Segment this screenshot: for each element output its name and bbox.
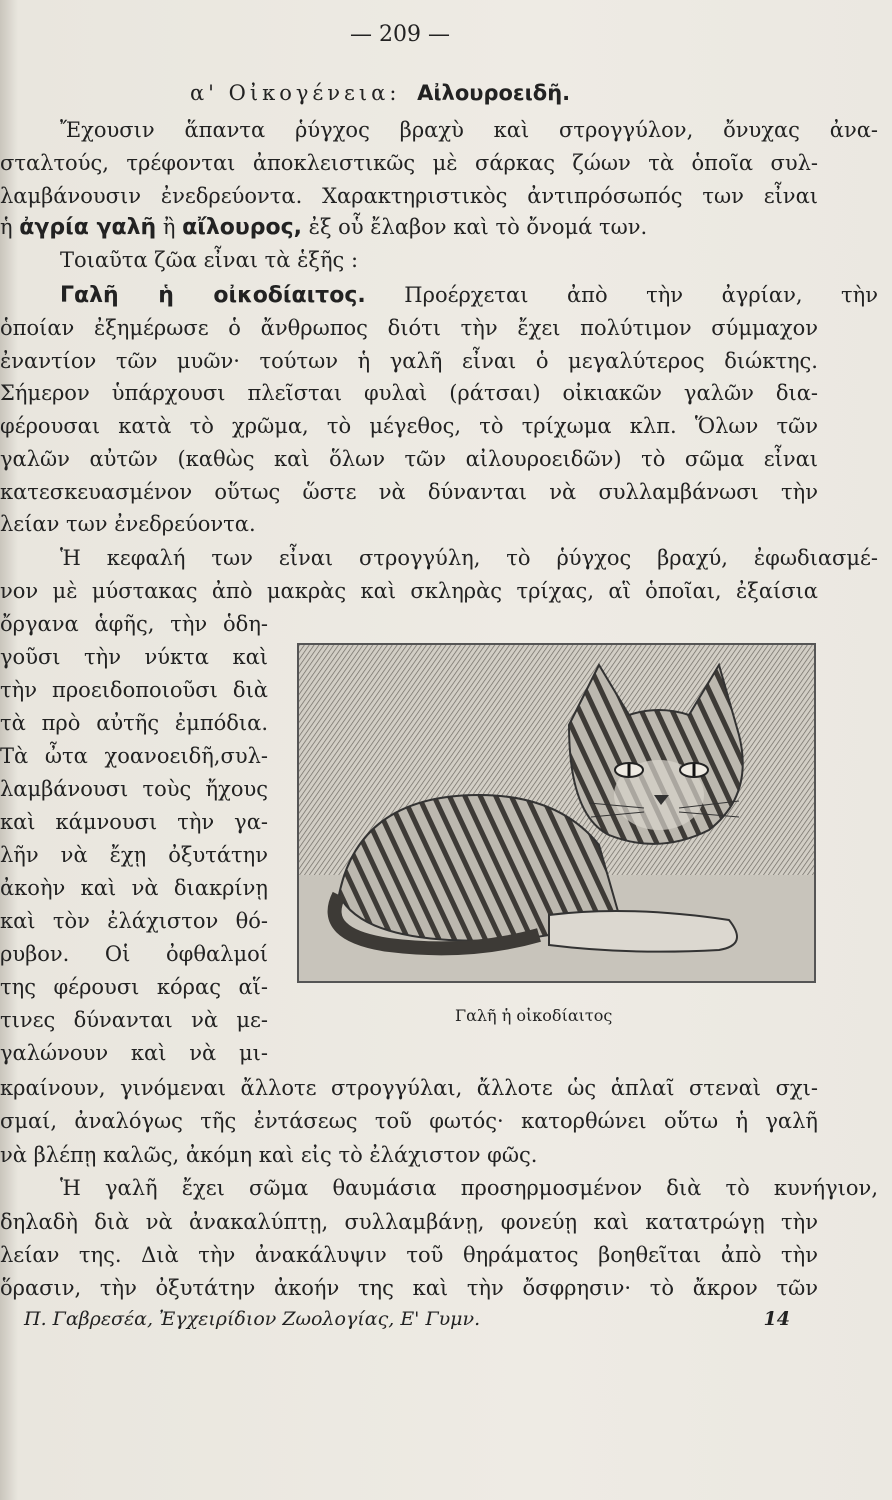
text-line: λῆν νὰ ἔχῃ ὀξυτάτην (0, 843, 268, 867)
text-line: τινες δύνανται νὰ με- (0, 1008, 268, 1032)
wild-term-1: ἀγρία γαλῆ (19, 215, 157, 240)
text-line: δηλαδὴ διὰ νὰ ἀνακαλύπτῃ, συλλαμβάνῃ, φονεύῃ καὶ κατατρώγῃ τὴν (0, 1210, 818, 1234)
section-title-label: α' Οἰκογένεια: (190, 81, 401, 105)
text-line: γοῦσι τὴν νύκτα καὶ (0, 645, 268, 669)
text-line: λαμβάνουσιν ἐνεδρεύοντα. Χαρακτηριστικὸς ἀντιπρόσωπός των εἶναι (0, 184, 818, 208)
footer-signature-number: 14 (763, 1308, 790, 1330)
page-number: — 209 — (350, 22, 450, 47)
section-title (190, 78, 570, 108)
section-title-name: Αἰλουροειδῆ. (417, 81, 571, 105)
text-line: της φέρουσι κόρας αἵ- (0, 975, 268, 999)
domestic-term: Γαλῆ ἡ οἰκοδίαιτος. (60, 283, 366, 308)
text-line: καὶ κάμνουσι τὴν γα- (0, 810, 268, 834)
text-line: ὅρασιν, τὴν ὀξυτάτην ἀκοήν της καὶ τὴν ὄσφρησιν· τὸ ἄκρον τῶν (0, 1276, 818, 1300)
text-line: Σήμερον ὑπάρχουσι πλεῖσται φυλαὶ (ράτσαι) οἰκιακῶν γαλῶν δια- (0, 381, 818, 405)
text-line: κραίνουν, γινόμεναι ἄλλοτε στρογγύλαι, ἄλλοτε ὡς ἁπλαῖ στεναὶ σχι- (0, 1076, 818, 1100)
text-line: νον μὲ μύστακας ἀπὸ μακρὰς καὶ σκληρὰς τρίχας, αἳ ὁποῖαι, ἐξαίσια (0, 579, 818, 603)
text-line: ἐναντίον τῶν μυῶν· τούτων ἡ γαλῆ εἶναι ὁ μεγαλύτερος διώκτης. (0, 349, 818, 373)
domestic-rest: Προέρχεται ἀπὸ τὴν ἀγρίαν, τὴν (404, 283, 879, 307)
text-line: Ἔχουσιν ἅπαντα ῥύγχος βραχὺ καὶ στρογγύλον, ὄνυχας ἀνα- (60, 118, 878, 142)
cat-illustration (297, 643, 816, 983)
cat-engraving-icon (299, 645, 814, 981)
text-line: γαλῶν αὐτῶν (καθὼς καὶ ὅλων τῶν αἰλουροειδῶν) τὸ σῶμα εἶναι (0, 447, 818, 471)
text-line: λείαν της. Διὰ τὴν ἀνακάλυψιν τοῦ θηράματος βοηθεῖται ἀπὸ τὴν (0, 1243, 818, 1267)
text-line-domestic-cat (0, 280, 878, 311)
figure-caption: Γαλῆ ἡ οἰκοδίαιτος (455, 1006, 613, 1025)
text-line: τὴν προειδοποιοῦσι διὰ (0, 678, 268, 702)
text-line: σταλτούς, τρέφονται ἀποκλειστικῶς μὲ σάρκας ζώων τὰ ὁποῖα συλ- (0, 151, 818, 175)
text-line: λαμβάνουσι τοὺς ἤχους (0, 777, 268, 801)
wild-post: ἐξ οὗ ἔλαβον καὶ τὸ ὄνομά των. (308, 215, 648, 239)
text-line: νὰ βλέπῃ καλῶς, ἀκόμη καὶ εἰς τὸ ἐλάχιστον φῶς. (0, 1143, 538, 1167)
text-line: Ἡ κεφαλή των εἶναι στρογγύλη, τὸ ῥύγχος βραχύ, ἐφωδιασμέ- (60, 546, 878, 570)
wild-mid: ἢ (162, 215, 176, 239)
text-line: ὁποίαν ἐξημέρωσε ὁ ἄνθρωπος διότι τὴν ἔχει πολύτιμον σύμμαχον (0, 316, 818, 340)
text-line: λείαν των ἐνεδρεύοντα. (0, 512, 256, 536)
text-line: ἀκοὴν καὶ νὰ διακρίνῃ (0, 876, 268, 900)
footer-citation: Π. Γαβρεσέα, Ἐγχειρίδιον Ζωολογίας, Ε' Γυμν. (24, 1308, 481, 1330)
text-line: καὶ τὸν ἐλάχιστον θό- (0, 909, 268, 933)
text-line: τὰ πρὸ αὐτῆς ἐμπόδια. (0, 711, 268, 735)
text-line: Ἡ γαλῆ ἔχει σῶμα θαυμάσια προσηρμοσμένον διὰ τὸ κυνήγιον, (60, 1176, 878, 1200)
text-line: ρυβον. Οἱ ὀφθαλμοί (0, 942, 268, 966)
text-line: Τὰ ὦτα χοανοειδῆ,συλ- (0, 744, 268, 768)
wild-term-2: αἴλουρος, (182, 215, 302, 240)
wild-pre: ἡ (0, 215, 13, 239)
text-line: ὄργανα ἁφῆς, τὴν ὁδη- (0, 612, 268, 636)
text-line: σμαί, ἀναλόγως τῆς ἐντάσεως τοῦ φωτός· κατορθώνει οὕτω ἡ γαλῆ (0, 1109, 818, 1133)
text-line: κατεσκευασμένον οὕτως ὥστε νὰ δύνανται νὰ συλλαμβάνωσι τὴν (0, 480, 818, 504)
text-line: φέρουσαι κατὰ τὸ χρῶμα, τὸ μέγεθος, τὸ τρίχωμα κλπ. Ὅλων τῶν (0, 414, 818, 438)
text-line-wild-cat (0, 212, 818, 243)
text-line: Τοιαῦτα ζῶα εἶναι τὰ ἑξῆς : (60, 248, 359, 272)
text-line: γαλώνουν καὶ νὰ μι- (0, 1041, 268, 1065)
